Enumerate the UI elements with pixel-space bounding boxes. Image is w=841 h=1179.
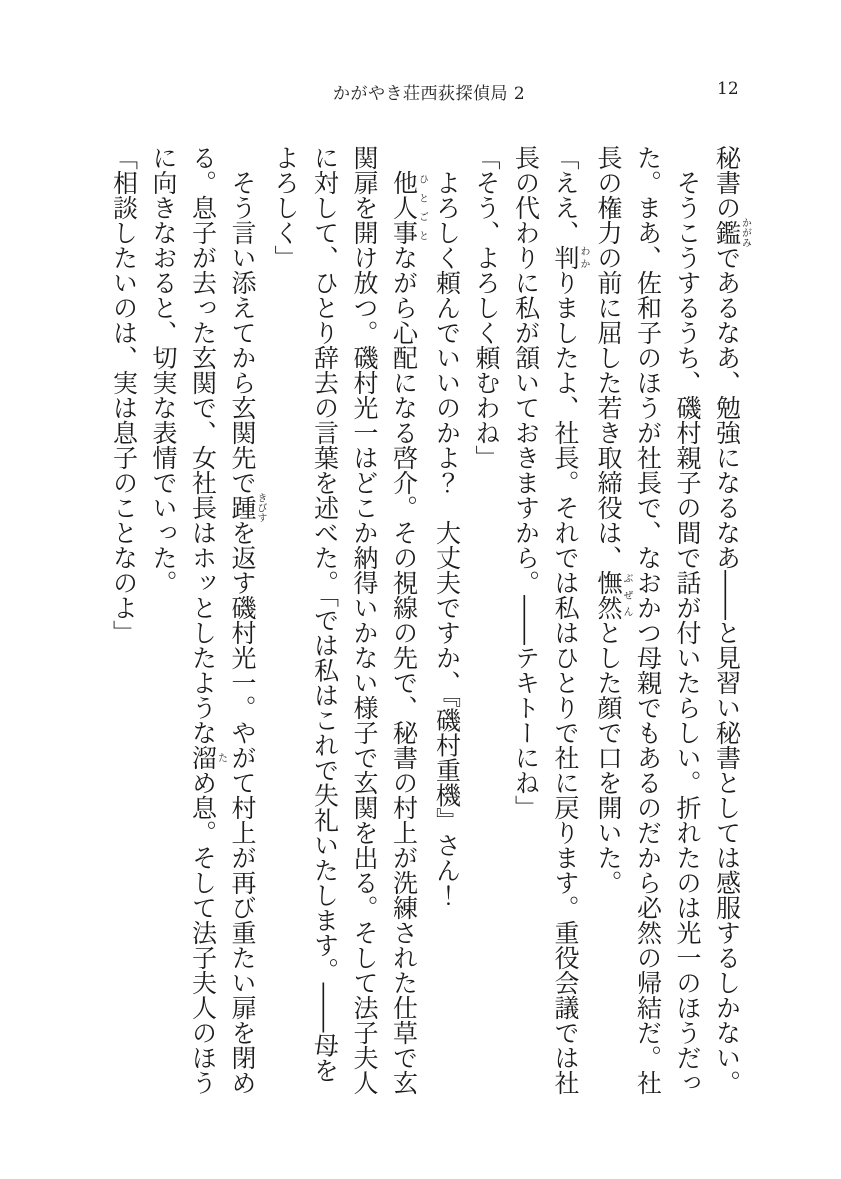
body-text [104,145,750,1095]
running-title: かがやき荘西荻探偵局 2 [333,84,526,104]
paragraph: 「そう、よろしく頼むわね」 [472,145,501,470]
paragraph: 「ええ、判わかりましたよ、社長。それでは私はひとりで社に戻ります。重役会議では社長の代わりに私が頷いておきますから。――テキトーにね」 [511,145,589,1095]
paragraph: 「相談したいのは、実は息子のことなのよ」 [109,145,139,645]
ruby-annotated-text: 他人事ひとごと [389,170,428,245]
ruby-annotated-text: 判わか [551,245,589,270]
page-header [0,79,841,103]
ruby-annotated-text: 鑑かがみ [712,217,751,248]
paragraph: そう言い添えてから玄関先で踵きびすを返す磯村光一。やがて村上が再び重たい扉を閉める。息子が去った玄関で、女社長はホッとしたような溜ため息。そして法子夫人のほうに向きなおると、切実な表情でいった。 [149,145,266,1095]
paragraph: 秘書の鑑かがみであるなあ、勉強になるなあ――と見習い秘書としては感服するしかない。 [712,145,751,1095]
ruby-annotated-text: 踵きびす [228,492,266,523]
paragraph: そうこうするうち、磯村親子の間で話が付いたらしい。折れたのは光一のほうだった。まあ、佐和子のほうが社長で、なおかつ母親でもあるのだから必然の帰結だ。社長の権力の前に屈した若き取締役は、憮然ぶぜんとした顔で口を開いた。 [594,145,702,1095]
ruby-annotated-text: 憮然ぶぜん [594,570,632,620]
paragraph: よろしく頼んでいいのかよ？ 大丈夫ですか、『磯村重機』さん！ [432,170,462,908]
paragraph: 他人事ひとごとながら心配になる啓介。その視線の先で、秘書の村上が洗練された仕草で玄関扉を開け放つ。磯村光一はどこか納得いかない様子で玄関を出る。そして法子夫人に対して、ひとり辞去の言葉を述べた。「では私はこれで失礼いたします。――母をよろしく」 [271,145,428,1095]
page-number: 12 [717,79,739,99]
ruby-annotated-text: 溜た [188,745,227,770]
